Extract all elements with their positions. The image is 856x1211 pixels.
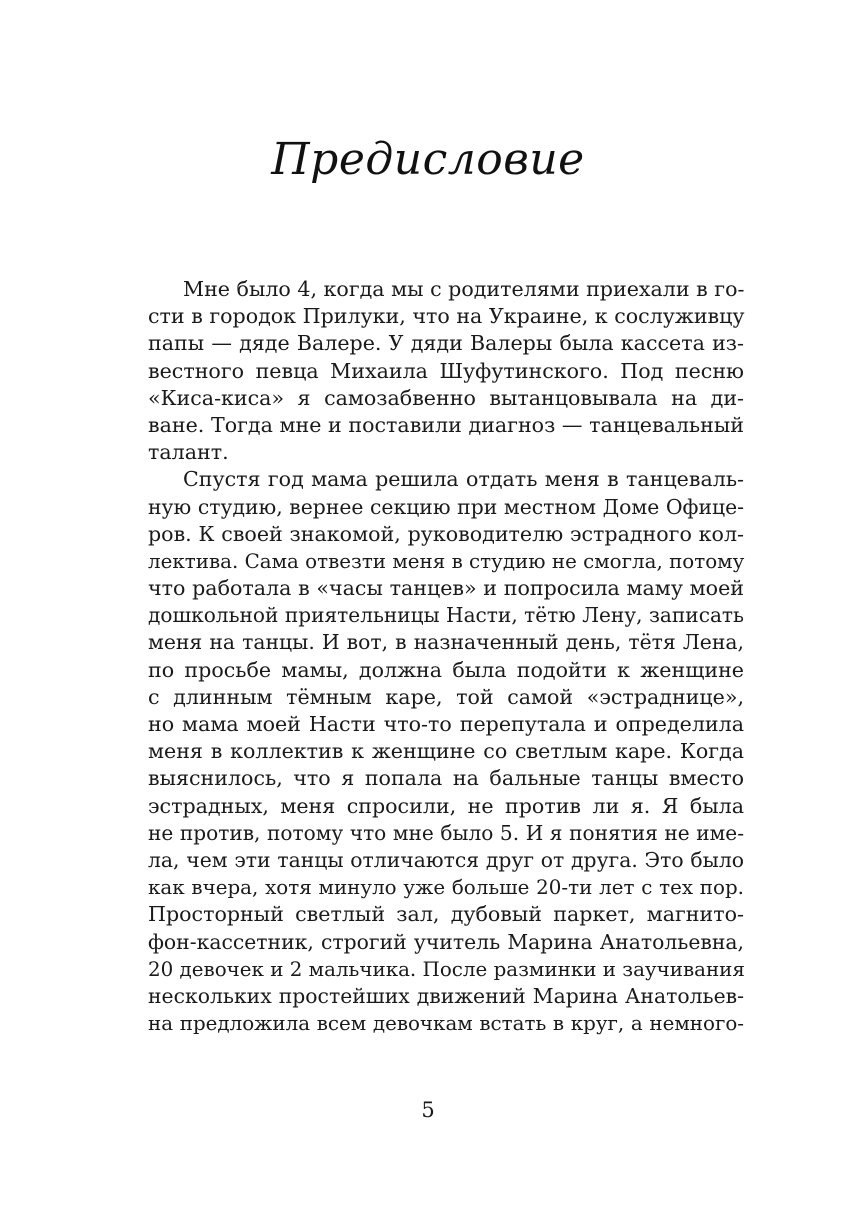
text-line: ла, чем эти танцы отличаются друг от друга. Это было: [148, 847, 744, 872]
text-line: дошкольной приятельницы Насти, тётю Лену, записать: [148, 603, 744, 628]
text-line: по просьбе мамы, должна была подойти к женщине: [148, 657, 744, 682]
text-line: меня на танцы. И вот, в назначенный день, тётя Лена,: [148, 630, 744, 655]
text-line: эстрадных, меня спросили, не против ли я. Я была: [148, 793, 744, 818]
text-line: «Киса-киса» я самозабвенно вытанцовывала на ди-: [148, 385, 744, 410]
text-line: ную студию, вернее секцию при местном Доме Офице-: [148, 494, 744, 519]
text-line: как вчера, хотя минуло уже больше 20-ти лет с тех пор.: [148, 876, 744, 900]
chapter-title: Предисловие: [271, 134, 585, 185]
text-line: Мне было 4, когда мы с родителями приехали в го-: [183, 277, 745, 301]
paragraph-2: [148, 466, 744, 1037]
text-line: что работала в «часы танцев» и попросила маму моей: [148, 576, 744, 601]
text-line: нескольких простейших движений Марина Анатольев-: [148, 983, 744, 1008]
text-line: лектива. Сама отвезти меня в студию не смогла, потому: [148, 549, 745, 573]
text-line: меня в коллектив к женщине со светлым каре. Когда: [148, 739, 744, 764]
text-line: ване. Тогда мне и поставили диагноз — танцевальный: [148, 412, 744, 437]
text-line: сти в городок Прилуки, что на Украине, к сослуживцу: [148, 304, 745, 329]
text-line: вестного певца Михаила Шуфутинского. Под песню: [148, 358, 744, 383]
text-line: ров. К своей знакомой, руководителю эстрадного кол-: [148, 521, 744, 546]
text-line: с длинным тёмным каре, той самой «эстраднице»,: [148, 684, 744, 709]
page-number: 5: [421, 1098, 435, 1122]
text-line: фон-кассетник, строгий учитель Марина Анатольевна,: [148, 929, 744, 954]
text-line: папы — дяде Валере. У дяди Валеры была кассета из-: [148, 331, 744, 356]
text-line: на предложила всем девочкам встать в круг, а немного-: [148, 1012, 744, 1036]
text-line: талант.: [148, 440, 229, 465]
text-line: выяснилось, что я попала на бальные танцы вместо: [148, 766, 744, 791]
text-line: Просторный светлый зал, дубовый паркет, магнито-: [148, 902, 744, 927]
text-line: Спустя год мама решила отдать меня в танцеваль-: [183, 467, 744, 492]
text-line: но мама моей Насти что-то перепутала и определила: [148, 712, 744, 736]
paragraph-1: [148, 276, 744, 466]
body-text: [148, 276, 744, 1037]
text-line: не против, потому что мне было 5. И я понятия не име-: [148, 820, 744, 845]
text-line: 20 девочек и 2 мальчика. После разминки и заучивания: [148, 957, 745, 981]
